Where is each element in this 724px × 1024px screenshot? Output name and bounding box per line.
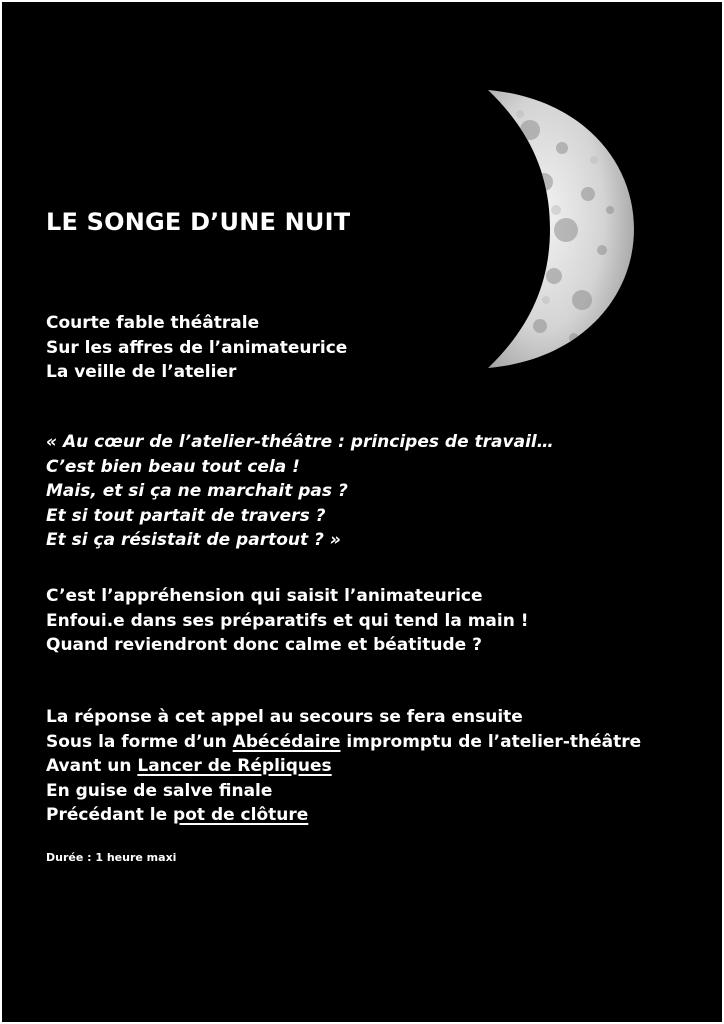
response-line: En guise de salve finale (46, 780, 273, 801)
apprehension-block (46, 584, 529, 658)
quote-line: C’est bien beau tout cela ! (46, 456, 300, 477)
intro-line: La veille de l’atelier (46, 362, 237, 382)
response-block (46, 705, 641, 828)
quote-line: « Au cœur de l’atelier-théâtre : principes de travail… (46, 432, 554, 452)
response-line (46, 730, 641, 755)
quote-block (46, 430, 554, 553)
abecedaire-link[interactable]: Abécédaire (232, 731, 341, 752)
intro-line: Sur les affres de l’animateurice (46, 337, 348, 358)
apprehension-line: C’est l’appréhension qui saisit l’animateurice (46, 586, 483, 606)
pot-de-cloture-link[interactable]: pot de clôture (173, 805, 309, 825)
apprehension-line: Quand reviendront donc calme et béatitude ? (46, 635, 482, 655)
response-line: La réponse à cet appel au secours se fera ensuite (46, 707, 523, 727)
quote-line: Mais, et si ça ne marchait pas ? (46, 481, 348, 501)
intro-block (46, 311, 347, 385)
poster-title: LE SONGE D’UNE NUIT (46, 208, 351, 236)
response-text: Sous la forme d’un (46, 731, 233, 752)
response-text: Précédant le (46, 805, 174, 825)
response-line (46, 803, 641, 828)
quote-line: Et si ça résistait de partout ? » (46, 530, 341, 550)
response-text: impromptu de l’atelier-théâtre (340, 731, 642, 752)
response-line (46, 754, 641, 779)
intro-line: Courte fable théâtrale (46, 313, 260, 333)
response-text: Avant un (46, 756, 138, 776)
apprehension-line: Enfoui.e dans ses préparatifs et qui tend la main ! (46, 610, 529, 631)
duration-note: Durée : 1 heure maxi (46, 851, 177, 864)
quote-line: Et si tout partait de travers ? (46, 505, 326, 526)
crescent-moon-image (470, 90, 634, 368)
lancer-de-repliques-link[interactable]: Lancer de Répliques (137, 756, 332, 776)
